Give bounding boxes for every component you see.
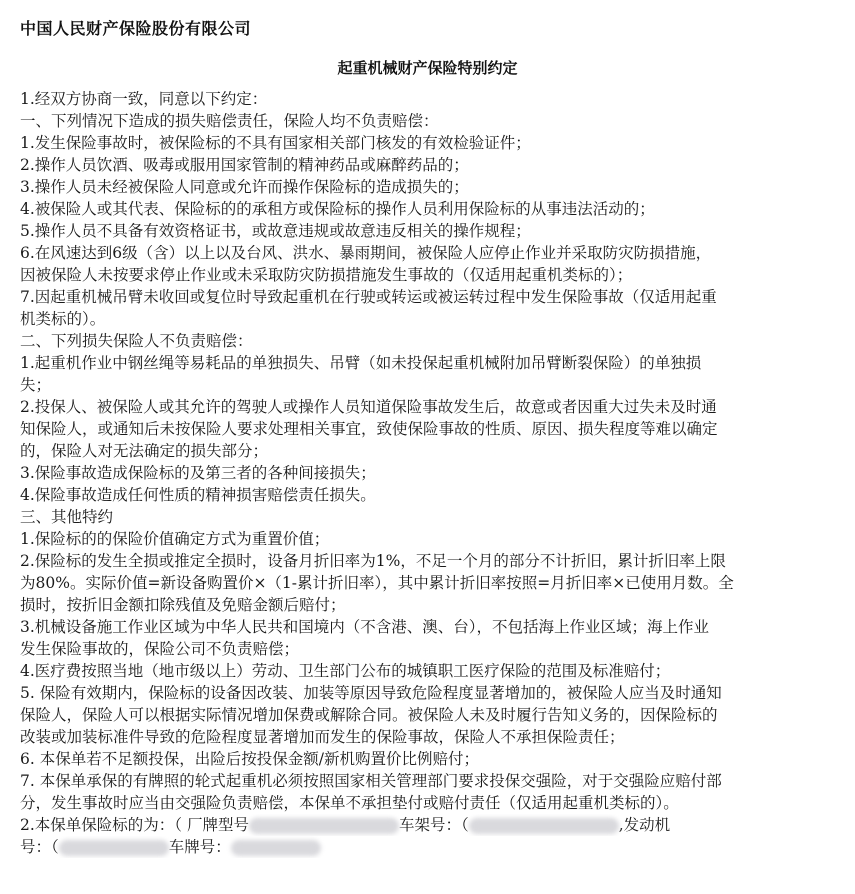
text-line: 损时，按折旧金额扣除残值及免赔金额后赔付； (20, 596, 346, 614)
text-line: 7. 本保单承保的有牌照的轮式起重机必须按照国家相关管理部门要求投保交强险，对于交强险应赔付部 (20, 772, 722, 790)
redacted-engine-number (59, 840, 169, 856)
text-line: 6. 本保单若不足额投保，出险后按投保金额/新机购置价比例赔付； (20, 750, 479, 768)
text-line: 6.在风速达到6级（含）以上以及台风、洪水、暴雨期间，被保险人应停止作业并采取防灾防损措施， (20, 244, 712, 262)
document-title: 起重机械财产保险特别约定 (337, 59, 518, 77)
section-heading: 一、下列情况下造成的损失赔偿责任，保险人均不负责赔偿： (20, 112, 439, 130)
text-line: 3.操作人员未经被保险人同意或允许而操作保险标的造成损失的； (20, 178, 469, 196)
redacted-model (249, 818, 399, 834)
text-line: 改装或加装标准件导致的危险程度显著增加而发生的保险事故，保险人不承担保险责任； (20, 728, 625, 746)
frame-number-label: 车架号：（ (398, 816, 469, 834)
text-line: 2.投保人、被保险人或其允许的驾驶人或操作人员知道保险事故发生后，故意或者因重大过失未及时通 (20, 398, 717, 416)
text-line: 7.因起重机械吊臂未收回或复位时导致起重机在行驶或转运或被运转过程中发生保险事故（仅适用起重 (20, 288, 717, 306)
document-body (20, 88, 842, 858)
text-line: 3.保险事故造成保险标的及第三者的各种间接损失； (20, 464, 376, 482)
text-line: 知保险人，或通知后未按保险人要求处理相关事宜，致使保险事故的性质、原因、损失程度等难以确定 (20, 420, 718, 438)
text-line: 2.保险标的发生全损或推定全损时，设备月折旧率为1%，不足一个月的部分不计折旧，累计折旧率上限 (20, 552, 726, 570)
text-line: 发生保险事故的，保险公司不负责赔偿； (20, 640, 300, 658)
company-name: 中国人民财产保险股份有限公司 (20, 19, 252, 38)
vehicle-model-label: 2.本保单保险标的为：（ 厂牌型号 (20, 816, 249, 834)
text-line: 1.发生保险事故时，被保险标的不具有国家相关部门核发的有效检验证件； (20, 134, 531, 152)
text-line: 2.操作人员饮酒、吸毒或服用国家管制的精神药品或麻醉药品的； (20, 156, 469, 174)
text-line: 5.操作人员不具备有效资格证书，或故意违规或故意违反相关的操作规程； (20, 222, 531, 240)
text-line: 3.机械设备施工作业区域为中华人民共和国境内（不含港、澳、台），不包括海上作业区域；海上作业 (20, 618, 710, 636)
plate-number-label: 车牌号： (168, 838, 231, 856)
text-line: 4.医疗费按照当地（地市级以上）劳动、卫生部门公布的城镇职工医疗保险的范围及标准赔付； (20, 662, 671, 680)
vehicle-info-line (20, 836, 842, 858)
text-line: 保险人，保险人可以根据实际情况增加保费或解除合同。被保险人未及时履行告知义务的，因保险标的 (20, 706, 718, 724)
text-line: 1.保险标的的保险价值确定方式为重置价值； (20, 530, 330, 548)
section-heading: 三、其他特约 (20, 508, 114, 526)
section-heading: 二、下列损失保险人不负责赔偿： (20, 332, 253, 350)
text-line: 为80%。实际价值=新设备购置价×（1-累计折旧率），其中累计折旧率按照=月折旧率×已使用月数。全 (20, 574, 734, 592)
text-line: 机类标的）。 (20, 310, 106, 328)
engine-number-prefix: 号：（ (20, 838, 59, 856)
text-line: 分，发生事故时应当由交强险负责赔偿，本保单不承担垫付或赔付责任（仅适用起重机类标的）。 (20, 794, 679, 812)
text-line: 失； (20, 376, 52, 394)
text-line: 4.被保险人或其代表、保险标的的承租方或保险标的操作人员利用保险标的从事违法活动的； (20, 200, 655, 218)
text-line: 1.经双方协商一致，同意以下约定： (20, 90, 268, 108)
redacted-plate-number (231, 840, 321, 856)
vehicle-info-line (20, 814, 842, 836)
text-line: 5. 保险有效期内，保险标的设备因改装、加装等原因导致危险程度显著增加的，被保险人应当及时通知 (20, 684, 722, 702)
redacted-frame-number (469, 818, 619, 834)
engine-number-label: ,发动机 (618, 816, 671, 834)
text-line: 的，保险人对无法确定的损失部分； (20, 442, 269, 460)
text-line: 因被保险人未按要求停止作业或未采取防灾防损措施发生事故的（仅适用起重机类标的）； (20, 266, 633, 284)
text-line: 1.起重机作业中钢丝绳等易耗品的单独损失、吊臂（如未投保起重机械附加吊臂断裂保险）的单独损 (20, 354, 702, 372)
text-line: 4.保险事故造成任何性质的精神损害赔偿责任损失。 (20, 486, 376, 504)
